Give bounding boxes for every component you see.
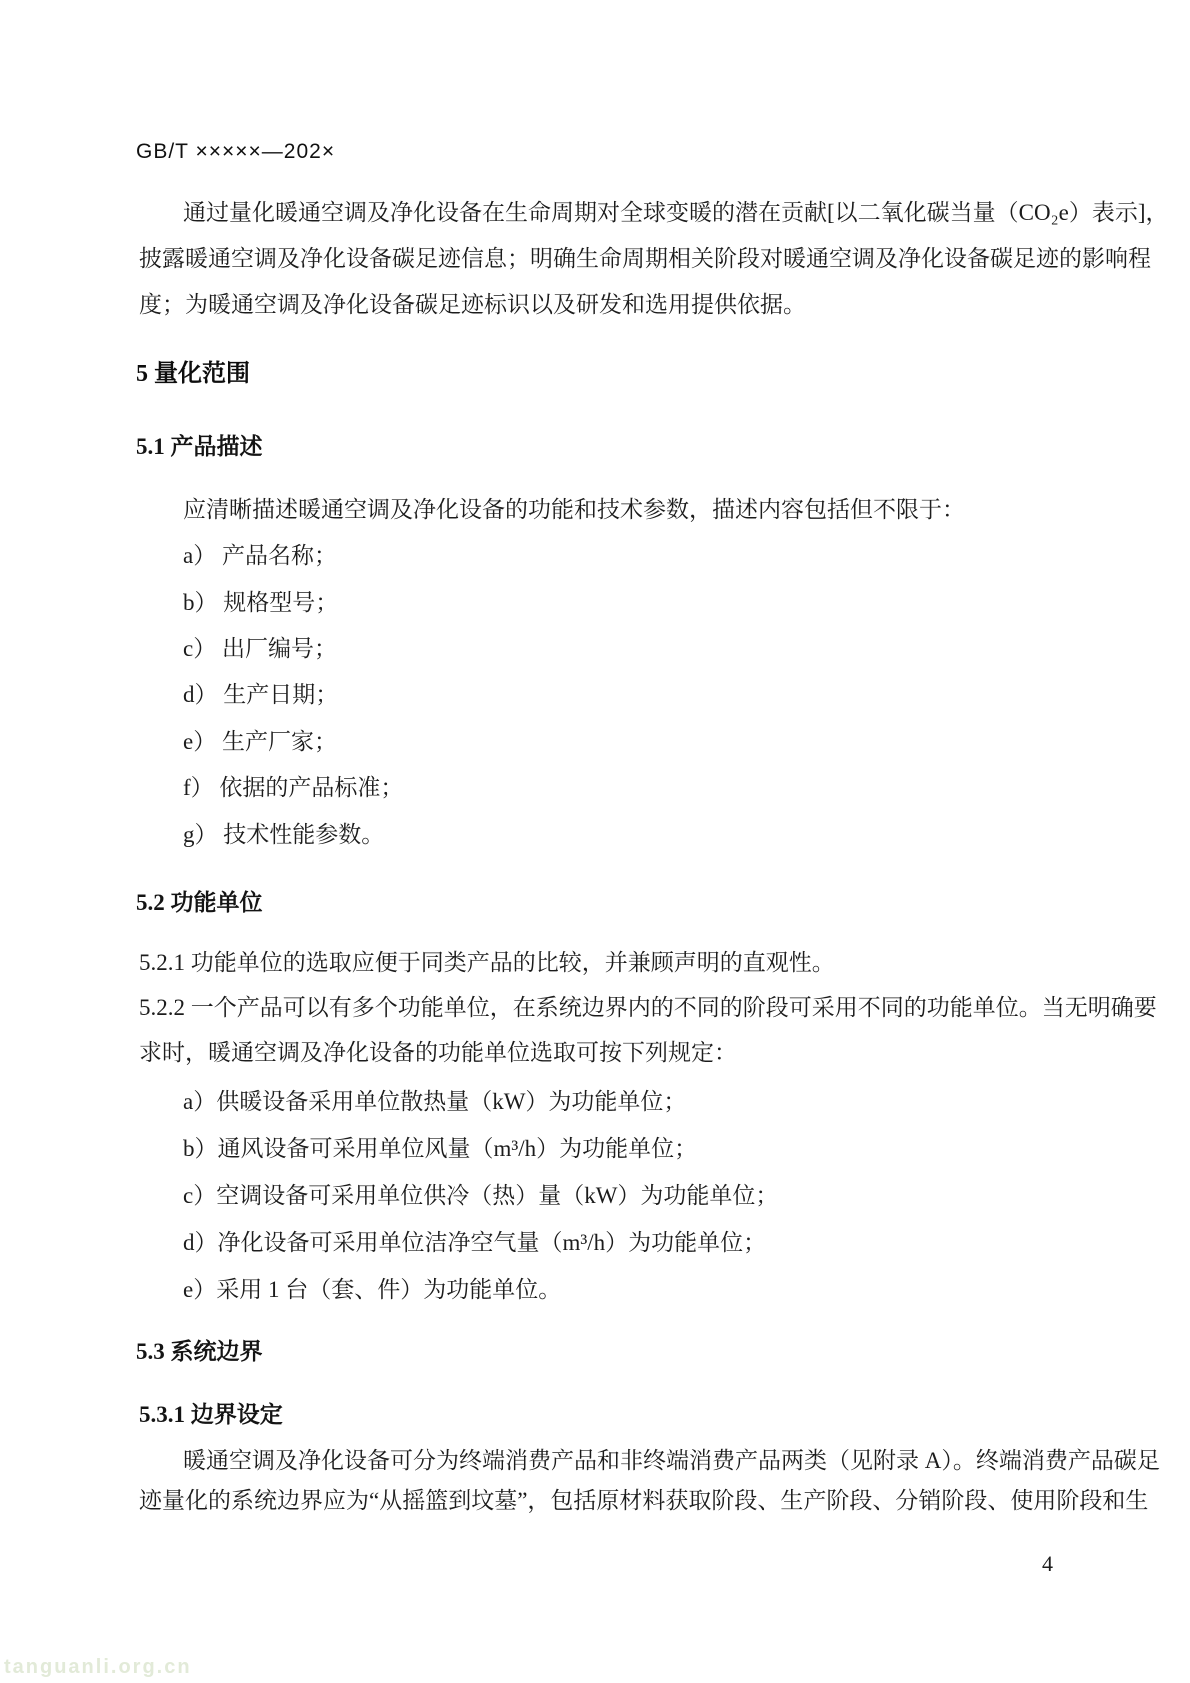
list-item-5-2-b: b）通风设备可采用单位风量（m³/h）为功能单位； [183,1136,698,1161]
paragraph-5-1-lead: 应清晰描述暖通空调及净化设备的功能和技术参数，描述内容包括但不限于： [183,497,965,522]
watermark: tanguanli.org.cn [4,1656,192,1678]
heading-5-1: 5.1 产品描述 [136,434,263,459]
list-item-5-1-d: d） 生产日期； [183,682,339,707]
list-item-5-2-c: c）空调设备可采用单位供冷（热）量（kW）为功能单位； [183,1183,779,1208]
heading-5-2: 5.2 功能单位 [136,890,263,915]
list-item-5-2-e: e）采用 1 台（套、件）为功能单位。 [183,1277,562,1302]
paragraph-5-3-1-line-2: 迹量化的系统边界应为“从摇篮到坟墓”，包括原材料获取阶段、生产阶段、分销阶段、使用阶段和生 [139,1488,1149,1513]
list-item-5-1-e: e） 生产厂家； [183,729,337,754]
list-item-5-1-b: b） 规格型号； [183,590,339,615]
intro-paragraph-line-1: 通过量化暖通空调及净化设备在生命周期对全球变暖的潜在贡献[以二氧化碳当量（CO₂e）表示]， [183,200,1169,225]
list-item-5-1-c: c） 出厂编号； [183,636,337,661]
document-number-header: GB/T ×××××—202× [136,140,336,163]
page-number: 4 [1042,1551,1053,1576]
list-item-5-1-a: a） 产品名称； [183,543,337,568]
intro-paragraph-line-2: 披露暖通空调及净化设备碳足迹信息；明确生命周期相关阶段对暖通空调及净化设备碳足迹的影响程 [139,246,1151,271]
list-item-5-2-a: a）供暖设备采用单位散热量（kW）为功能单位； [183,1089,687,1114]
paragraph-5-2-1: 5.2.1 功能单位的选取应便于同类产品的比较，并兼顾声明的直观性。 [139,950,835,975]
heading-5: 5 量化范围 [136,361,250,387]
heading-5-3: 5.3 系统边界 [136,1339,263,1364]
list-item-5-1-f: f） 依据的产品标准； [183,775,404,800]
intro-paragraph-line-3: 度；为暖通空调及净化设备碳足迹标识以及研发和选用提供依据。 [139,292,806,317]
paragraph-5-2-2-line-1: 5.2.2 一个产品可以有多个功能单位，在系统边界内的不同的阶段可采用不同的功能单位。当无明确要 [139,995,1157,1020]
paragraph-5-3-1-line-1: 暖通空调及净化设备可分为终端消费产品和非终端消费产品两类（见附录 A）。终端消费产品碳足 [183,1448,1160,1473]
list-item-5-1-g: g） 技术性能参数。 [183,822,385,847]
list-item-5-2-d: d）净化设备可采用单位洁净空气量（m³/h）为功能单位； [183,1230,767,1255]
heading-5-3-1: 5.3.1 边界设定 [139,1402,283,1427]
paragraph-5-2-2-line-2: 求时，暖通空调及净化设备的功能单位选取可按下列规定： [139,1040,737,1065]
